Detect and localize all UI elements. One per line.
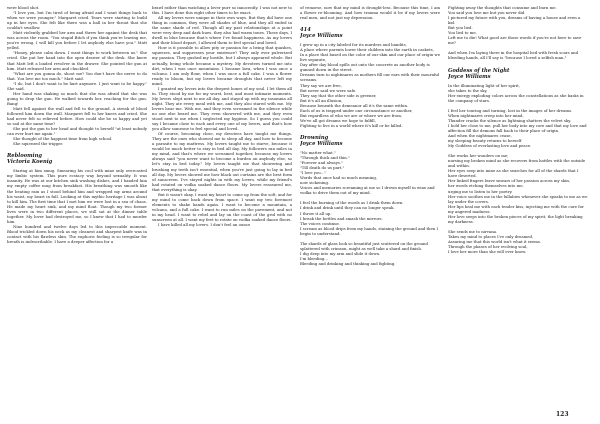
poem-line: Her love seeps into the broken pieces of my spirit, the light breaking my darkness. bbox=[448, 213, 583, 224]
poem-author: Joyce Williams bbox=[300, 33, 343, 40]
poem-line: I pictured my future with you, dreams of having a house and even a kid. bbox=[448, 15, 581, 26]
poem-title: Drowning bbox=[300, 134, 329, 141]
paragraph: Of course, becoming close, my devotees have taught me things. They are the ones who showed me to sleep all day, and how to become a parasite to my mattress. My lovers taught me to starve, because it would be much better to stay in bed all day. My followers ran miles in my mind, and that's where we screamed together, because my lovers always said "you never want to become a burden on anybody else, so let's stay in bed today." My lovers taught me that showering and brushing my teeth isn't essential, when you're just going to lay in bed all day. My lovers showed me how black out curtains are the best form of sunscreen. I've stayed nights in with my lovers, while my friend's had rotated on vodka soaked dance floors. My lovers reassured me, that everything is okay. bbox=[152, 131, 292, 192]
poem-line: Her eyes seep into mine as she searches for all of the shards that I have deserted. bbox=[448, 168, 579, 179]
poem-line: They say that the other side is greener, bbox=[300, 92, 377, 98]
column-1 bbox=[7, 5, 147, 413]
poem-line: But never said we were safe. bbox=[300, 87, 357, 93]
poem-line: Left me to die! What good are those words if you're not here to save me? bbox=[448, 35, 582, 46]
paragraph: How is it possible to allow pity or passion for a being that quashes, squeezes, and suppresses your existence? They only ever pulverized my passion. They gushed my hostile, but I always appeared whole. But actually, being whole became a mystery. My devotees turned me into dirt, when I was once mountains. I became lava, when I was once a volcano. I am only flour, when I was once a full cake. I was a flower ready to bloom, but my lovers became droughts that never left my mind. bbox=[152, 45, 292, 86]
paragraph: brawl rather than watching a lover purr so innocently. I was not new to this. I have done this eight other times to be exact. bbox=[152, 5, 292, 16]
paragraph: were blood shot. bbox=[7, 5, 40, 10]
poem-line: You lied to me. bbox=[448, 30, 477, 36]
poem-line: She sends me to nirvana. bbox=[448, 228, 498, 234]
poem-line: "Forever and always." bbox=[300, 160, 343, 166]
poem-line: Her lips heal me with each tender kiss, injecting me with the cure for my angered madness. bbox=[448, 203, 584, 214]
poem-line: Takes my mind to places I've only dreamed, bbox=[448, 233, 534, 239]
poem-line: Because beneath the demeanor all it's the same within. bbox=[300, 102, 409, 108]
poem-line: Assuring me that this world isn't what it seems. bbox=[448, 238, 542, 244]
poem-line: In the illuminating light of her spirit, bbox=[448, 82, 520, 88]
poem-line: I throw it all up. bbox=[300, 210, 332, 216]
poem-line: A place where parents lower their children into the earth in caskets, bbox=[300, 47, 434, 53]
paragraph: Nine hundred and twelve days led to this impeccable moment. Blood trickled down his neck as my cleanest and sharpest knife was in contact with his flawless skin. The euphoric feeling is so irregular for breath is indescribable. I have a deeper affection for a bbox=[7, 223, 147, 244]
poem-title: Goddess of the Night bbox=[448, 67, 510, 74]
poem-line: Voices and memories screaming at me so I drown myself in wine and vodka to drive them out of my mind. bbox=[300, 185, 435, 196]
poem-line: "No matter what." bbox=[300, 149, 336, 155]
paragraph: She thought of the happiest time from high school. bbox=[13, 136, 113, 142]
poem-line: In a place that based on the color of our skin and our place of origin we live separate, bbox=[300, 52, 440, 63]
poem-line: I dig deep into my arm and slide it down. bbox=[300, 250, 381, 256]
poem-line: The voices continue. bbox=[300, 220, 341, 226]
poem-line: she takes to the sky, bbox=[448, 87, 488, 93]
poem-line: her words etching themselves into me, bbox=[448, 183, 524, 189]
paragraph: of remorse, now that my mind is drought-less. Because this time, I am a flower re-blooming. And how trauma would it be if my lovers were real men, and not just my depression. bbox=[300, 5, 440, 21]
poem-line: Her energy exploding colors across the constellations as she basks in the company of stars. bbox=[448, 92, 584, 103]
poem-line: She works her wonders on me; bbox=[448, 153, 509, 159]
poem-line: The shards of glass look so beautiful just scattered on the ground splattered with crimson, might as well take a shard and finish. bbox=[300, 240, 428, 251]
poem-body bbox=[448, 83, 588, 255]
poem-line: But you lied. bbox=[448, 25, 473, 31]
poem-author: Joyce Williams bbox=[300, 140, 343, 147]
poem-line: "Through thick and thin." bbox=[300, 154, 350, 160]
poem-line: Each of us is trapped under one circumstance or another, bbox=[300, 107, 413, 113]
column-3 bbox=[300, 5, 440, 413]
paragraph: Matt violently grabbed her arm and threw her against the desk that was across the room. "You stupid Bitch if you think you're leaving me, you're wrong. I will kill you before I let anybody else have you." Matt yelled. bbox=[7, 30, 147, 51]
column-2 bbox=[152, 5, 292, 413]
poem-line: Bleeding and drinking and thinking and fighting. bbox=[300, 260, 396, 266]
paragraph: "I love you, but I'm tired of being afraid and I want things back to when we were younger," Margaret cried. Tears were starting to build up in her eyes. She felt like there was a ball in her throat that she couldn't swallow. bbox=[7, 10, 147, 31]
paragraph: She squeezed the trigger. bbox=[13, 141, 64, 147]
poem-line: "Till death do us part." bbox=[300, 165, 345, 171]
poem-line: "I love you..." bbox=[300, 170, 327, 176]
poem-author: Joyce Williams bbox=[448, 73, 491, 80]
column-4 bbox=[448, 5, 588, 413]
poem-line: They say we are free, bbox=[300, 82, 342, 88]
paragraph: "Honey, please calm down. I want things to work between us." She cried. She put her hand into the open drawer of the desk. She knew that Matt left a loaded revolver in the drawer. She pointed the gun at him. Matt released her arm and chuckled. bbox=[7, 50, 147, 71]
poem-line: My Goddess of everlasting love and peace. bbox=[448, 143, 532, 149]
poem-body bbox=[300, 150, 440, 266]
poem-line: Words that once had so much meaning, bbox=[300, 175, 378, 181]
paragraph: Matt fell against the wall and fell to the ground. A streak of blood followed him down the wall. Margaret fell to her knees and cried. She had never felt so relieved before. How could she be so happy and yet so sad at the same time? bbox=[7, 105, 147, 127]
paragraph: I have killed all my lovers. I don't feel an ounce bbox=[158, 222, 251, 228]
poem-line: I break the bottles and smash the mirrors. bbox=[300, 215, 383, 221]
poem-line: Day after day blood spills out onto the concrete as another body is gunned down in the street. bbox=[300, 62, 430, 73]
poem-line: I'm bleeding... bbox=[300, 255, 328, 261]
page-number: 123 bbox=[556, 411, 569, 418]
paragraph: All my lovers were unique in their own ways. But they did have one thing in common, they were all shades of blue, and they all ended in the same shade of red. Though all my past relationships at a point were very deep and dark hues, they also had warm tones. These days, I dwell in blue because that's where I've found happiness. As my lovers and their blood depart, I allowed them to feel special and loved. bbox=[152, 15, 292, 46]
poem-line: I drink and drink until they can no longer speak. bbox=[300, 205, 395, 211]
poem-body bbox=[448, 5, 588, 61]
poem-line: Through the phases of her evolving soul, bbox=[448, 244, 528, 250]
poem-body bbox=[300, 42, 440, 128]
poem-title: Reblooming bbox=[7, 153, 42, 160]
poem-line: now sickening. bbox=[300, 180, 330, 186]
poem-line: But it's all an illusion, bbox=[300, 97, 343, 103]
poem-line: I feel her touring and turning, lost in the images of her dreams. bbox=[448, 107, 573, 113]
poem-title: 414 bbox=[300, 27, 311, 34]
poem-line: But regardless of who we are or where we are from, bbox=[300, 112, 403, 118]
poem-line: Fighting to live in a world where it's kill or be killed. bbox=[300, 122, 403, 128]
poem-line: And when the nightmares cease, bbox=[448, 132, 512, 138]
poem-line: my sleeping beauty returns to herself bbox=[448, 138, 522, 144]
poem-line: Her linked fingers leave smears of her passion across my skin, bbox=[448, 178, 571, 184]
poem-line: You said you love me but you never did. bbox=[448, 10, 526, 16]
paragraph: I granted my lovers into the deepest bones of my soul. I let them all in. They stood by me for my worst, best, and most intimate moments. My lovers slept next to me all day, and stayed up with my insomnia all night. They ate every meal with me, and they also stared with me. My lovers hear me. With me, and they even screamed in the silence while no one else heard me. They even showered with me, and they even stood next to me when I neglected my hygiene. So I guess you could say I became close to each and every one of my lovers, and that's how you allow someone to feel special and loved. bbox=[152, 85, 292, 132]
poem-line: Dreams turn to nightmares as mothers fill our ears with their mournful screams. bbox=[300, 72, 440, 83]
poem-line: I love her more than she will ever know. bbox=[448, 249, 527, 255]
poem-line: Fighting away the thoughts that consume and burn me. bbox=[448, 5, 557, 10]
poem-line: I hold her close to me, pull her body into my core and that my love and affection fill the demons fall back to their place of origin. bbox=[448, 122, 587, 133]
poem-author: Victoria Koenig bbox=[7, 159, 53, 166]
poem-line: I grew up in a city labeled for its murders and bandits, bbox=[300, 42, 407, 48]
poem-line: nursing my broken mind as she recovers from battles with the outside and within. bbox=[448, 158, 586, 169]
paragraph: Staring at him smug. Smearing his cool with mine only overcasted my limbic system. This pure ecstacy way beyond sexuality. It was insanity. He was at our kitchen sink washing dishes, and I handed him my empty coffee mug from breakfast. His breathing was smooth like the beating rain as I stood behind him and wrapped my arms around his waist, my heart in full. Looking at this mythic heritage I was about to kill him. The first time that I met him we were lost in a sea of chaos. He made my heart sink, and my mind float. Though my two former lives were in two different places, we still sat at the dinner table together. My lover had destroyed me, so I knew that I had to murder him. bbox=[7, 168, 147, 224]
poem-line: When nightmares creep into her mind, bbox=[448, 112, 524, 118]
poem-line: And when I'm laying there in the hospital bed with fresh scars and bleeding hands, all I'll say is "because I loved a selfish man." bbox=[448, 50, 579, 61]
paragraph: Her hand was shaking so much that she was afraid that she was going to drop the gun. He walked towards her, reaching for the gun. Bang! bbox=[7, 90, 147, 106]
poem-line: We've all got dreams we hope to fulfill, bbox=[300, 117, 376, 123]
poem-line: I feel the burning of the words as I drink them down. bbox=[300, 200, 404, 206]
poem-line: I scream as blood drips from my hands, staining the ground and then I begin to understand. bbox=[300, 225, 439, 236]
poem-line: Thunder cracks the silence as lightning shatters the velvet sky. bbox=[448, 117, 572, 123]
paragraph: She put the gun to her head and thought to herself "at least nobody can ever hurt me again." bbox=[7, 126, 147, 137]
paragraph: But it wasn't okay. I want my heart to come up from the soft, and for my mind to come back down from space. I want my two foremost elements to shake hands again. I want to become a mountain, a volcano, and a full cake. I want to run miles on the pavement, and not in my head. I want to rebel and lay on the coast of the grid with no sunscreen at all. I want my feet to rotate on vodka soaked dance floors. bbox=[152, 191, 292, 222]
poem-line: Her voice soothes me in the lullabies whenever she speaks to me as we lay under the covers. bbox=[448, 193, 588, 204]
paragraph: "What are you gonna do, shoot me? You don't have the nerve to do that. You love me too much." Matt said. bbox=[7, 70, 147, 81]
paragraph: "I do, but I don't want to be hurt anymore. I just want to be happy." She said. bbox=[7, 80, 147, 91]
poem-line: urging me to listen to her poetry. bbox=[448, 188, 513, 194]
